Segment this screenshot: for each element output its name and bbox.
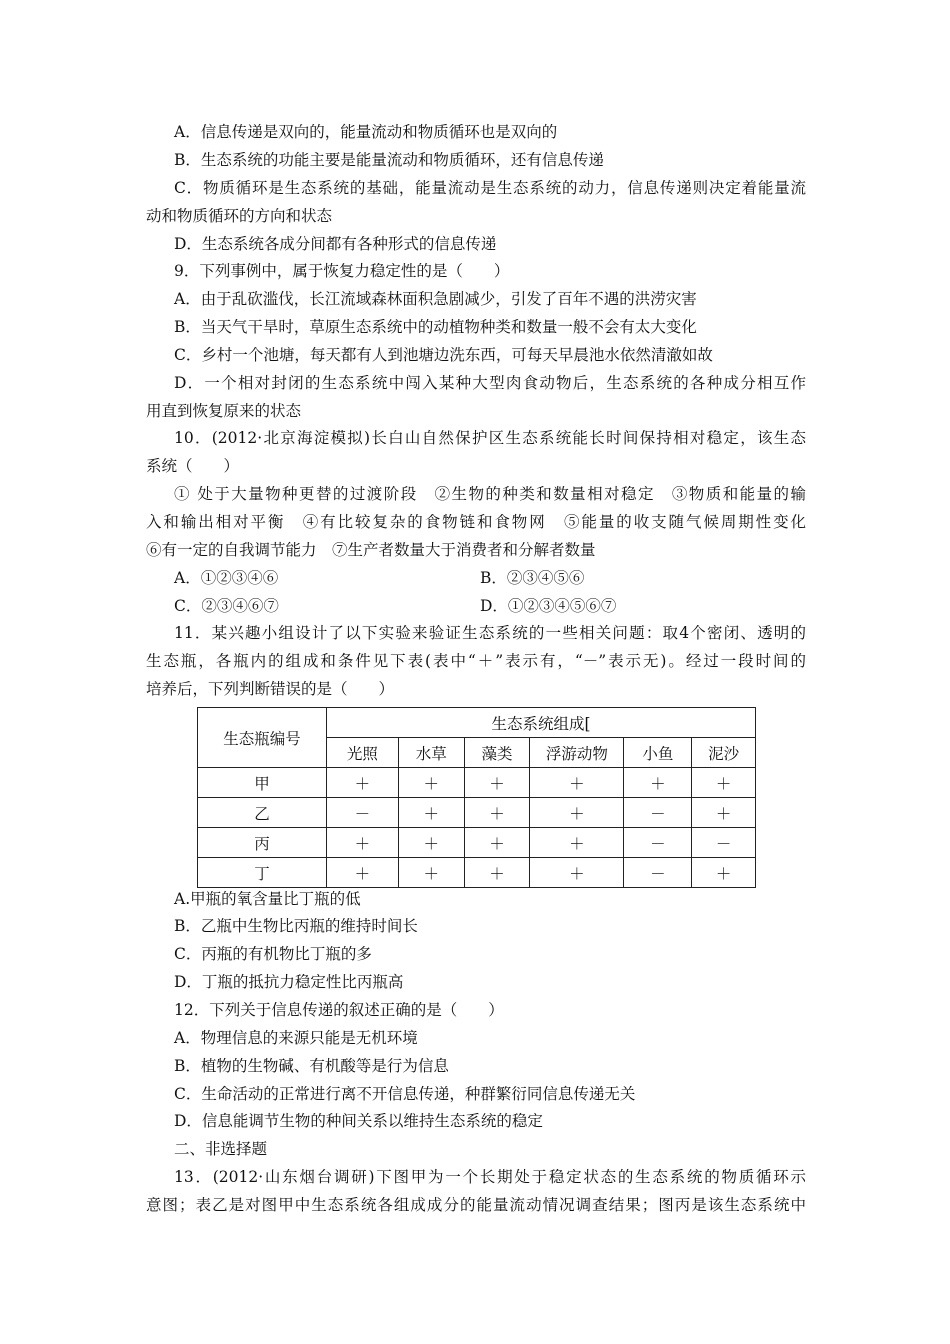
row-label: 乙: [198, 798, 327, 828]
q12-option-b: B．植物的生物碱、有机酸等是行为信息: [174, 1057, 449, 1075]
q12-option-c: C．生命活动的正常进行离不开信息传递，种群繁衍同信息传递无关: [174, 1085, 636, 1103]
column-header: 藻类: [464, 738, 530, 768]
ecosystem-table: [197, 707, 756, 888]
q11-option-d: D．丁瓶的抵抗力稳定性比丙瓶高: [174, 973, 404, 991]
column-header: 泥沙: [692, 738, 756, 768]
table-cell: ＋: [530, 768, 624, 798]
table-row: [198, 768, 756, 798]
q13-line1: 13．(2012·山东烟台调研)下图甲为一个长期处于稳定状态的生态系统的物质循环示: [174, 1168, 806, 1186]
column-header: 光照: [327, 738, 399, 768]
q11-stem-line2: 生态瓶，各瓶内的组成和条件见下表(表中“＋”表示有，“－”表示无)。经过一段时间的: [146, 652, 806, 670]
q8-option-c-line2: 动和物质循环的方向和状态: [146, 207, 333, 225]
q9-option-d-line1: D．一个相对封闭的生态系统中闯入某种大型肉食动物后，生态系统的各种成分相互作: [174, 374, 806, 392]
section-heading: 二、非选择题: [174, 1140, 268, 1158]
q8-option-a: A．信息传递是双向的，能量流动和物质循环也是双向的: [174, 123, 558, 141]
table-cell: －: [692, 828, 756, 858]
table-group-header: 生态系统组成[: [327, 708, 756, 738]
column-header: 浮游动物: [530, 738, 624, 768]
table-cell: ＋: [398, 828, 464, 858]
q10-items-line2: 入和输出相对平衡 ④有比较复杂的食物链和食物网 ⑤能量的收支随气候周期性变化: [146, 513, 806, 531]
table-cell: ＋: [530, 828, 624, 858]
table-cell: －: [624, 798, 692, 828]
table-row: [198, 828, 756, 858]
q11-option-a: A.甲瓶的氧含量比丁瓶的低: [174, 890, 361, 908]
table-cell: ＋: [692, 768, 756, 798]
q8-option-b: B．生态系统的功能主要是能量流动和物质循环，还有信息传递: [174, 151, 604, 169]
q13-line2: 意图；表乙是对图甲中生态系统各组成成分的能量流动情况调查结果；图丙是该生态系统中: [146, 1196, 806, 1214]
q10-items-line3: ⑥有一定的自我调节能力 ⑦生产者数量大于消费者和分解者数量: [146, 541, 596, 559]
row-label: 甲: [198, 768, 327, 798]
table-cell: ＋: [464, 768, 530, 798]
table-cell: ＋: [624, 768, 692, 798]
table-cell: ＋: [692, 858, 756, 888]
q10-option-c: C．②③④⑥⑦: [174, 597, 279, 615]
q9-stem: 9．下列事例中，属于恢复力稳定性的是（ ）: [174, 262, 510, 280]
table-cell: ＋: [398, 798, 464, 828]
table-cell: －: [624, 828, 692, 858]
q10-option-d: D．①②③④⑤⑥⑦: [480, 597, 617, 615]
table-cell: ＋: [464, 858, 530, 888]
table-cell: ＋: [530, 798, 624, 828]
table-cell: ＋: [530, 858, 624, 888]
table-row: [198, 798, 756, 828]
q12-option-d: D．信息能调节生物的种间关系以维持生态系统的稳定: [174, 1112, 543, 1130]
table-row: [198, 858, 756, 888]
row-label: 丙: [198, 828, 327, 858]
table-cell: －: [624, 858, 692, 888]
table-cell: ＋: [464, 828, 530, 858]
q10-option-b: B．②③④⑤⑥: [480, 569, 585, 587]
q12-option-a: A．物理信息的来源只能是无机环境: [174, 1029, 418, 1047]
table-cell: ＋: [327, 858, 399, 888]
table-cell: ＋: [464, 798, 530, 828]
q9-option-b: B．当天气干旱时，草原生态系统中的动植物种类和数量一般不会有太大变化: [174, 318, 697, 336]
table-cell: ＋: [398, 768, 464, 798]
q9-option-d-line2: 用直到恢复原来的状态: [146, 402, 302, 420]
q10-stem-line1: 10．(2012·北京海淀模拟)长白山自然保护区生态系统能长时间保持相对稳定，该生态: [174, 429, 806, 447]
q12-stem: 12．下列关于信息传递的叙述正确的是（ ）: [174, 1001, 504, 1019]
q10-items-line1: ① 处于大量物种更替的过渡阶段 ②生物的种类和数量相对稳定 ③物质和能量的输: [174, 485, 806, 503]
q8-option-c-line1: C．物质循环是生态系统的基础，能量流动是生态系统的动力，信息传递则决定着能量流: [174, 179, 806, 197]
table-cell: ＋: [398, 858, 464, 888]
q9-option-a: A．由于乱砍滥伐，长江流域森林面积急剧减少，引发了百年不遇的洪涝灾害: [174, 290, 697, 308]
q11-stem-line3: 培养后，下列判断错误的是（ ）: [146, 680, 395, 698]
q11-option-c: C．丙瓶的有机物比丁瓶的多: [174, 945, 372, 963]
table-corner-header: 生态瓶编号: [198, 708, 327, 768]
table-cell: ＋: [327, 828, 399, 858]
row-label: 丁: [198, 858, 327, 888]
q8-option-d: D．生态系统各成分间都有各种形式的信息传递: [174, 235, 497, 253]
q10-option-a: A．①②③④⑥: [174, 569, 279, 587]
table-cell: ＋: [692, 798, 756, 828]
q9-option-c: C．乡村一个池塘，每天都有人到池塘边洗东西，可每天早晨池水依然清澈如故: [174, 346, 713, 364]
table-cell: ＋: [327, 768, 399, 798]
column-header: 水草: [398, 738, 464, 768]
q10-stem-line2: 系统（ ）: [146, 457, 240, 475]
table-cell: －: [327, 798, 399, 828]
column-header: 小鱼: [624, 738, 692, 768]
q11-option-b: B．乙瓶中生物比丙瓶的维持时间长: [174, 917, 418, 935]
q11-stem-line1: 11．某兴趣小组设计了以下实验来验证生态系统的一些相关问题：取4个密闭、透明的: [174, 624, 806, 642]
